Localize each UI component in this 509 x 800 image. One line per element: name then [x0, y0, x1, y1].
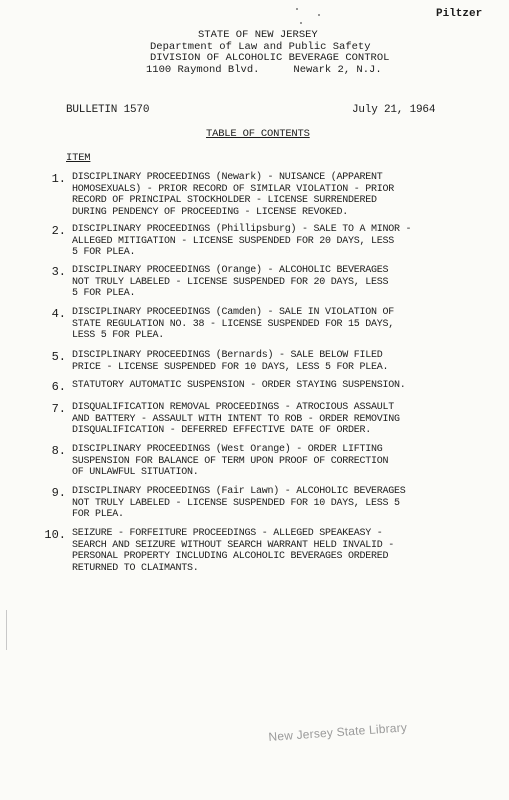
toc-item-number: 3. — [51, 265, 66, 279]
toc-item — [51, 265, 472, 300]
corner-name: Piltzer — [436, 8, 483, 20]
toc-item — [51, 172, 472, 218]
letterhead — [146, 29, 410, 76]
toc-item — [51, 224, 472, 259]
toc-item-number: 10. — [44, 528, 66, 542]
toc-item-text: DISCIPLINARY PROCEEDINGS (Fair Lawn) - ALCOHOLIC BEVERAGES NOT TRULY LABELED - LICENSE SUSPENDED FOR 10 DAYS, LESS 5 FOR PLEA. — [72, 486, 406, 520]
bulletin-date: July 21, 1964 — [352, 104, 436, 116]
toc-item — [51, 307, 472, 342]
library-stamp: New Jersey State Library — [268, 720, 408, 744]
toc-item-text: DISCIPLINARY PROCEEDINGS (Bernards) - SALE BELOW FILED PRICE - LICENSE SUSPENDED FOR 10 DAYS, LESS 5 FOR PLEA. — [72, 350, 389, 373]
address — [146, 65, 410, 77]
toc-item-number: 9. — [51, 486, 66, 500]
toc-item-number: 5. — [51, 350, 66, 364]
toc-item — [51, 402, 472, 437]
toc-item-text: DISCIPLINARY PROCEEDINGS (Orange) - ALCOHOLIC BEVERAGES NOT TRULY LABELED - LICENSE SUSPENDED FOR 20 DAYS, LESS 5 FOR PLEA. — [72, 265, 389, 299]
address-street: 1100 Raymond Blvd. — [146, 63, 260, 76]
toc-item — [51, 486, 472, 521]
toc-item-text: DISCIPLINARY PROCEEDINGS (Newark) - NUISANCE (APPARENT HOMOSEXUALS) - PRIOR RECORD OF SIMILAR VIOLATION - PRIOR RECORD OF PRINCIPAL STOCKHOLDER - LICENSE SURRENDERED DURING PENDENCY OF PROCEEDING - LICENSE REVOKED. — [72, 172, 395, 218]
department-name: Department of Law and Public Safety — [150, 40, 371, 53]
toc-item — [44, 528, 472, 574]
bulletin-number: BULLETIN 1570 — [66, 104, 150, 116]
toc-item-text: DISQUALIFICATION REMOVAL PROCEEDINGS - ATROCIOUS ASSAULT AND BATTERY - ASSAULT WITH INTENT TO ROB - ORDER REMOVING DISQUALIFICATION - DEFERRED EFFECTIVE DATE OF ORDER. — [72, 402, 400, 436]
toc-item-number: 7. — [51, 402, 66, 416]
toc-item-number: 1. — [51, 172, 66, 186]
address-city: Newark 2, N.J. — [293, 63, 382, 76]
toc-item-text: DISCIPLINARY PROCEEDINGS (West Orange) - ORDER LIFTING SUSPENSION FOR BALANCE OF TERM UPON PROOF OF CORRECTION OF UNLAWFUL SITUATION. — [72, 444, 389, 478]
margin-mark — [6, 610, 7, 650]
toc-item-text: SEIZURE - FORFEITURE PROCEEDINGS - ALLEGED SPEAKEASY - SEARCH AND SEIZURE WITHOUT SEARCH WARRANT HELD INVALID - PERSONAL PROPERTY INCLUDING ALCOHOLIC BEVERAGES ORDERED RETURNED TO CLAIMANTS. — [72, 528, 395, 574]
toc-item — [51, 350, 472, 373]
division-name: DIVISION OF ALCOHOLIC BEVERAGE CONTROL — [150, 52, 390, 64]
toc-item-number: 2. — [51, 224, 66, 238]
paper-speck — [318, 14, 320, 16]
toc-item-number: 8. — [51, 444, 66, 458]
toc-item — [51, 380, 472, 394]
toc-item-text: STATUTORY AUTOMATIC SUSPENSION - ORDER STAYING SUSPENSION. — [72, 380, 406, 391]
toc-item-number: 4. — [51, 307, 66, 321]
agency-name: STATE OF NEW JERSEY — [198, 29, 318, 41]
toc-item-text: DISCIPLINARY PROCEEDINGS (Phillipsburg) - SALE TO A MINOR - ALLEGED MITIGATION - LICENSE SUSPENDED FOR 20 DAYS, LESS 5 FOR PLEA. — [72, 224, 412, 258]
paper-speck — [296, 8, 298, 10]
toc-item-number: 6. — [51, 380, 66, 394]
paper-speck — [300, 22, 302, 24]
toc-title: TABLE OF CONTENTS — [206, 128, 310, 140]
item-column-header: ITEM — [66, 152, 91, 164]
toc-item — [51, 444, 472, 479]
toc-item-text: DISCIPLINARY PROCEEDINGS (Camden) - SALE IN VIOLATION OF STATE REGULATION NO. 38 - LICENSE SUSPENDED FOR 15 DAYS, LESS 5 FOR PLEA. — [72, 307, 395, 341]
